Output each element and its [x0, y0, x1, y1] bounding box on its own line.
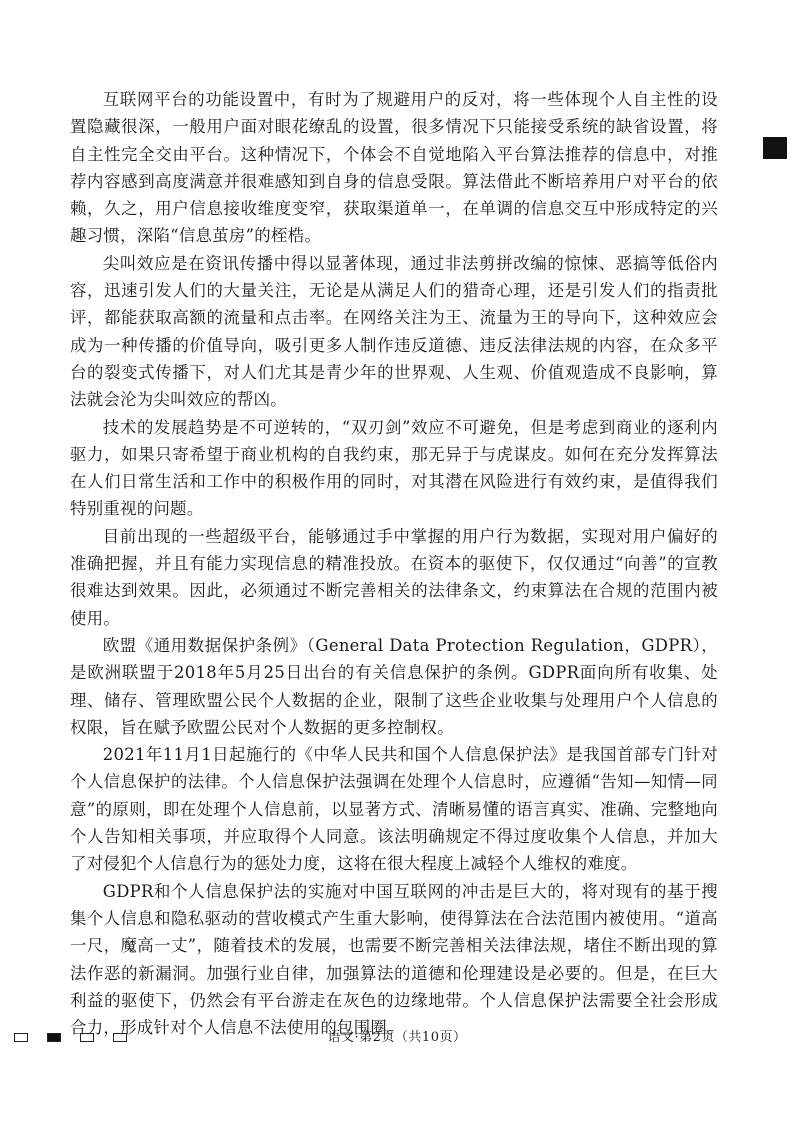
page-number: 语文·第2页（共10页） [327, 1030, 467, 1045]
paragraph-5: 欧盟《通用数据保护条例》（General Data Protection Regulation，GDPR），是欧洲联盟于2018年5月25日出台的有关信息保护的条例。GDPR面向所有收集、处理、储存、管理欧盟公民个人数据的企业，限制了这些企业收集与处理用户个人信息的权限，旨在赋予欧盟公民对个人数据的更多控制权。 [70, 635, 718, 737]
paragraph-6: 2021年11月1日起施行的《中华人民共和国个人信息保护法》是我国首部专门针对个人信息保护的法律。个人信息保护法强调在处理个人信息时，应遵循“告知—知情—同意”的原则，即在处理个人信息前，以显著方式、清晰易懂的语言真实、准确、完整地向个人告知相关事项，并应取得个人同意。该法明确规定不得过度收集个人信息，并加大了对侵犯个人信息行为的惩处力度，这将在很大程度上减轻个人维权的难度。 [70, 745, 718, 874]
paragraph-3: 技术的发展趋势是不可逆转的，“双刃剑”效应不可避免，但是考虑到商业的逐利内驱力，如果只寄希望于商业机构的自我约束，那无异于与虎谋皮。如何在充分发挥算法在人们日常生活和工作中的积极作用的同时，对其潜在风险进行有效约束，是值得我们特别重视的问题。 [70, 417, 718, 519]
paragraph-7: GDPR和个人信息保护法的实施对中国互联网的冲击是巨大的，将对现有的基于搜集个人信息和隐私驱动的营收模式产生重大影响，使得算法在合法范围内被使用。“道高一尺，魔高一丈”，随着技术的发展，也需要不断完善相关法律法规，堵住不断出现的算法作恶的新漏洞。加强行业自律，加强算法的道德和伦理建设是必要的。但是，在巨大利益的驱使下，仍然会有平台游走在灰色的边缘地带。个人信息保护法需要全社会形成合力，形成针对个人信息不法使用的包围圈。 [70, 881, 718, 1038]
footer-marker-1 [14, 1033, 28, 1042]
paragraph-2: 尖叫效应是在资讯传播中得以显著体现，通过非法剪拼改编的惊悚、恶搞等低俗内容，迅速引发人们的大量关注，无论是从满足人们的猎奇心理，还是引发人们的指责批评，都能获取高额的流量和点击率。在网络关注为王、流量为王的导向下，这种效应会成为一种传播的价值导向，吸引更多人制作违反道德、违反法律法规的内容，在众多平台的裂变式传播下，对人们尤其是青少年的世界观、人生观、价值观造成不良影响，算法就会沦为尖叫效应的帮凶。 [70, 253, 718, 410]
footer-marker-3 [80, 1033, 94, 1042]
paragraph-1: 互联网平台的功能设置中，有时为了规避用户的反对，将一些体现个人自主性的设置隐藏很深，一般用户面对眼花缭乱的设置，很多情况下只能接受系统的缺省设置，将自主性完全交由平台。这种情况下，个体会不自觉地陷入平台算法推荐的信息中，对推荐内容感到高度满意并很难感知到自身的信息受限。算法借此不断培养用户对平台的依赖，久之，用户信息接收维度变窄，获取渠道单一，在单调的信息交互中形成特定的兴趣习惯，深陷“信息茧房”的桎梏。 [70, 90, 718, 246]
footer-marker-2 [47, 1033, 61, 1042]
footer-marker-4 [113, 1033, 127, 1042]
page-footer [0, 1028, 794, 1052]
paragraph-4: 目前出现的一些超级平台，能够通过手中掌握的用户行为数据，实现对用户偏好的准确把握，并且有能力实现信息的精准投放。在资本的驱使下，仅仅通过“向善”的宣教很难达到效果。因此，必须通过不断完善相关的法律条文，约束算法在合规的范围内被使用。 [70, 526, 718, 628]
alignment-marker [763, 137, 787, 159]
article-body [70, 86, 718, 1041]
